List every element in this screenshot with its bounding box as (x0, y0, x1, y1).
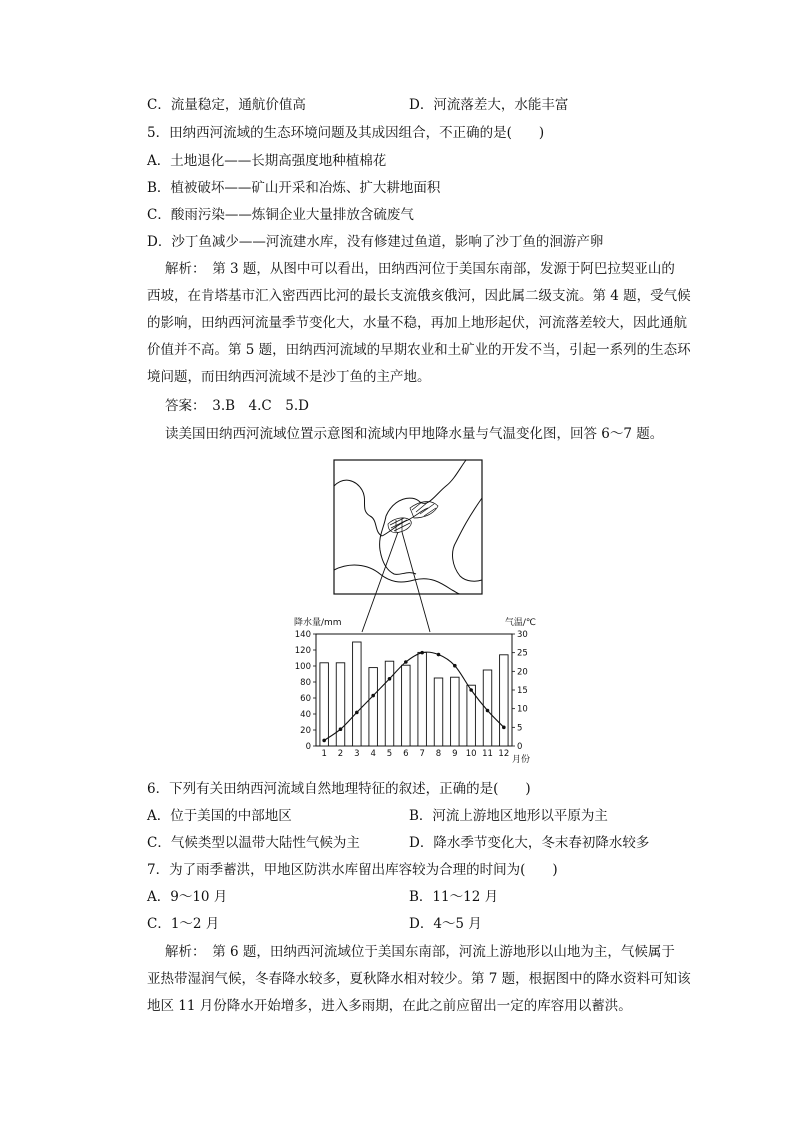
analysis-1-line-5: 境问题，而田纳西河流域不是沙丁鱼的主产地。 (147, 369, 431, 385)
precip-bar (369, 668, 377, 746)
ylabel-left: 降水量/mm (294, 618, 342, 628)
ytick-left-label: 40 (300, 710, 311, 720)
question-5-option-c: C．酸雨污染——炼铜企业大量排放含硫废气 (147, 207, 414, 223)
question-6-option-a: A．位于美国的中部地区 (147, 808, 292, 824)
question-7-option-c: C．1～2 月 (147, 916, 220, 932)
ylabel-right: 气温/℃ (504, 618, 536, 628)
temp-point (453, 664, 457, 668)
temp-point (469, 688, 473, 692)
x-unit: 月份 (512, 755, 531, 765)
ytick-right-label: 20 (517, 667, 528, 678)
map-coastline-west (334, 480, 382, 536)
map-and-climate-chart (290, 458, 540, 774)
option-d-top: D．河流落差大，水能丰富 (409, 97, 569, 113)
analysis-2-line-1: 解析： 第 6 题，田纳西河流域位于美国东南部，河流上游地形以山地为主，气候属于 (165, 944, 675, 960)
analysis-1-line-1: 解析： 第 3 题，从图中可以看出，田纳西河位于美国东南部，发源于阿巴拉契亚山的 (165, 261, 675, 277)
precip-bar (320, 663, 328, 746)
ytick-right-label: 5 (517, 723, 523, 734)
ytick-left-label: 80 (300, 678, 311, 688)
temp-point (388, 677, 392, 681)
xtick-label: 5 (386, 749, 393, 759)
xtick-label: 1 (321, 749, 327, 759)
answer-1: 答案： 3.B 4.C 5.D (165, 398, 309, 414)
question-6-option-d: D．降水季节变化大，冬末春初降水较多 (409, 835, 650, 851)
map-gulf-coast (334, 565, 460, 594)
xtick-label: 7 (419, 749, 425, 759)
question-5-option-b: B．植被破坏——矿山开采和冶炼、扩大耕地面积 (147, 180, 441, 196)
temp-point (355, 711, 359, 715)
precip-bar (483, 670, 491, 746)
analysis-2-line-3: 地区 11 月份降水开始增多，进入多雨期，在此之前应留出一定的库容用以蓄洪。 (147, 998, 632, 1014)
map-river-ohio (382, 508, 428, 536)
question-7-stem: 7．为了雨季蓄洪，甲地区防洪水库留出库容较为合理的时间为( ) (147, 862, 558, 878)
precip-bar (434, 678, 442, 746)
question-5-stem: 5．田纳西河流域的生态环境问题及其成因组合，不正确的是( ) (147, 125, 545, 141)
temp-point (437, 653, 441, 657)
plot-frame (316, 634, 512, 746)
ytick-right-label: 25 (517, 648, 528, 659)
ytick-right-label: 0 (517, 742, 523, 752)
temp-point (404, 660, 408, 664)
xtick-label: 12 (498, 749, 510, 759)
question-6-stem: 6．下列有关田纳西河流域自然地理特征的叙述，正确的是( ) (147, 781, 531, 797)
analysis-2-line-2: 亚热带湿润气候，冬春降水较多，夏秋降水相对较少。第 7 题，根据图中的降水资料可知该 (147, 971, 691, 987)
temp-point (502, 726, 506, 730)
question-7-option-a: A．9～10 月 (147, 889, 228, 905)
precip-bar (385, 661, 393, 746)
precip-bar (418, 652, 426, 746)
ytick-left-label: 140 (294, 630, 311, 640)
xtick-label: 9 (452, 749, 458, 759)
precip-bar (402, 665, 410, 746)
question-6-option-b: B．河流上游地区地形以平原为主 (409, 808, 608, 824)
question-7-option-d: D．4～5 月 (409, 916, 482, 932)
xtick-label: 8 (435, 749, 442, 759)
xtick-label: 11 (482, 749, 493, 759)
ytick-right-label: 10 (517, 704, 528, 715)
precip-bar (451, 677, 459, 746)
temp-point (322, 739, 326, 743)
analysis-1-line-3: 的影响，田纳西河流量季节变化大，水量不稳，再加上地形起伏，河流落差较大，因此通航 (147, 315, 687, 331)
xtick-label: 4 (370, 749, 376, 759)
temp-point (371, 694, 375, 698)
xtick-label: 10 (465, 749, 477, 759)
intro-6-7: 读美国田纳西河流域位置示意图和流域内甲地降水量与气温变化图，回答 6～7 题。 (165, 426, 664, 442)
option-c-top: C．流量稳定，通航价值高 (147, 97, 306, 113)
ytick-left-label: 0 (305, 742, 311, 752)
precip-bar (500, 655, 508, 746)
figure (290, 458, 540, 774)
xtick-label: 3 (354, 749, 360, 759)
question-6-option-c: C．气候类型以温带大陆性气候为主 (147, 835, 360, 851)
question-5-option-d: D．沙丁鱼减少——河流建水库，没有修建过鱼道，影响了沙丁鱼的洄游产卵 (147, 234, 604, 250)
ytick-left-label: 100 (294, 662, 311, 672)
ytick-right-label: 30 (517, 630, 528, 640)
map-great-lakes (386, 460, 466, 516)
question-7-option-b: B．11～12 月 (409, 889, 499, 905)
question-5-option-a: A．土地退化——长期高强度地种植棉花 (147, 153, 387, 169)
ytick-left-label: 120 (294, 646, 311, 656)
analysis-1-line-4: 价值并不高。第 5 题，田纳西河流域的早期农业和土矿业的开发不当，引起一系列的生态环 (147, 342, 691, 358)
temp-point (420, 651, 424, 655)
ytick-right-label: 15 (517, 686, 528, 696)
temp-point (339, 727, 343, 731)
ytick-left-label: 60 (300, 694, 311, 704)
map-frame (334, 460, 482, 594)
temperature-line (324, 652, 504, 740)
ytick-left-label: 20 (300, 726, 311, 736)
analysis-1-line-2: 西坡，在肯塔基市汇入密西西比河的最长支流俄亥俄河，因此属二级支流。第 4 题，受气候 (147, 288, 691, 304)
xtick-label: 2 (337, 749, 344, 759)
xtick-label: 6 (403, 749, 409, 759)
precip-bar (353, 642, 361, 746)
map-coastline-east (453, 498, 482, 581)
temp-point (486, 709, 490, 713)
precip-bar (336, 663, 344, 746)
